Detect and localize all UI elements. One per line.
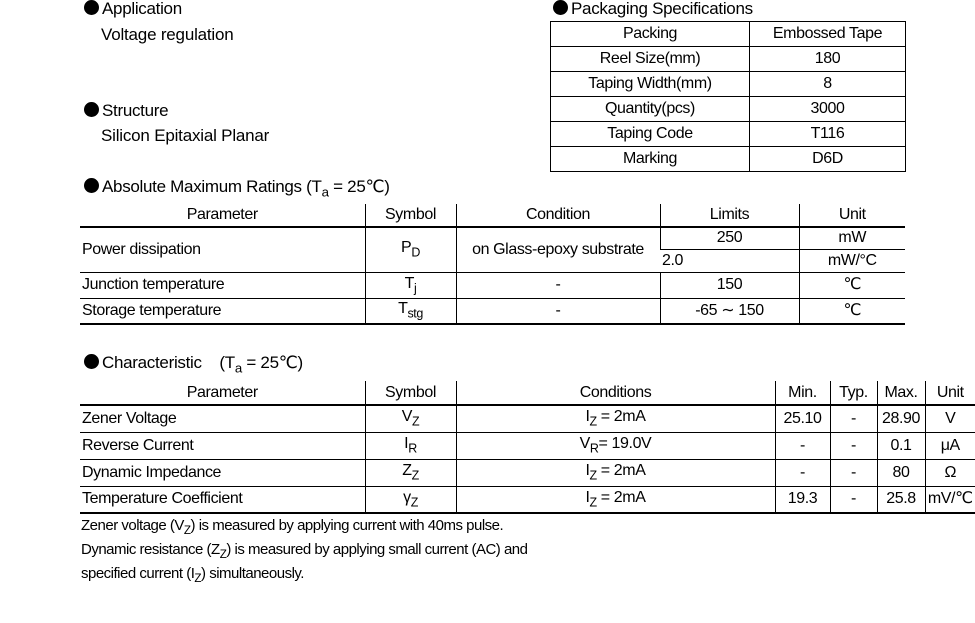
symbol-zener-voltage: $V_Z$ bbox=[365, 405, 456, 432]
note-dynamic-resistance: Dynamic resistance $(Z_Z)$ is measured by applying small current (AC) and bbox=[81, 541, 528, 562]
symbol-power: $P_D$ bbox=[365, 227, 456, 272]
header-unit: Unit bbox=[799, 204, 905, 227]
symbol-junction: $T_j$ bbox=[365, 272, 456, 298]
note-zener-voltage: Zener voltage $(V_Z)$ is measured by applying current with 40ms pulse. bbox=[81, 517, 504, 538]
limit-power-derating: 2.0 bbox=[660, 249, 799, 272]
header-symbol: Symbol bbox=[365, 204, 456, 227]
table-header-row bbox=[80, 381, 975, 405]
packaging-label: Packing bbox=[551, 22, 750, 47]
param-reverse-current: Reverse Current bbox=[80, 432, 365, 459]
packaging-label: Taping Code bbox=[551, 122, 750, 147]
characteristic-heading: Characteristic ($T_a$ = 25℃) bbox=[84, 353, 303, 376]
min-reverse-current: - bbox=[775, 432, 830, 459]
packaging-value: T116 bbox=[750, 122, 906, 147]
condition-junction: - bbox=[456, 272, 660, 298]
packaging-table bbox=[550, 21, 906, 172]
unit-reverse-current: μA bbox=[925, 432, 975, 459]
typ-reverse-current: - bbox=[830, 432, 877, 459]
conditions-zener-voltage: $I_Z = 2mA$ bbox=[456, 405, 775, 432]
header-max: Max. bbox=[877, 381, 925, 405]
table-row bbox=[80, 298, 905, 324]
unit-temp-coefficient: mV/℃ bbox=[925, 486, 975, 513]
header-symbol: Symbol bbox=[365, 381, 456, 405]
unit-power-derating: mW/°C bbox=[799, 249, 905, 272]
max-temp-coefficient: 25.8 bbox=[877, 486, 925, 513]
symbol-storage: $T_{stg}$ bbox=[365, 298, 456, 324]
typ-temp-coefficient: - bbox=[830, 486, 877, 513]
ratings-heading: Absolute Maximum Ratings ($T_a$ = 25℃) bbox=[84, 177, 390, 200]
table-row bbox=[551, 47, 906, 72]
packaging-value: 180 bbox=[750, 47, 906, 72]
packaging-value: 8 bbox=[750, 72, 906, 97]
unit-power: mW bbox=[799, 227, 905, 249]
characteristic-condition: ($T_a$ = 25℃) bbox=[219, 353, 303, 376]
packaging-value: 3000 bbox=[750, 97, 906, 122]
structure-text: Silicon Epitaxial Planar bbox=[101, 126, 270, 145]
application-heading: Application bbox=[84, 0, 182, 19]
param-temp-coefficient: Temperature Coefficient bbox=[80, 486, 365, 513]
param-storage: Storage temperature bbox=[80, 298, 365, 324]
packaging-value: D6D bbox=[750, 147, 906, 172]
structure-heading: Structure bbox=[84, 101, 168, 121]
param-dynamic-impedance: Dynamic Impedance bbox=[80, 459, 365, 486]
conditions-reverse-current: $V_R= 19.0V$ bbox=[456, 432, 775, 459]
table-row bbox=[80, 227, 905, 249]
condition-power: on Glass-epoxy substrate bbox=[456, 227, 660, 272]
param-zener-voltage: Zener Voltage bbox=[80, 405, 365, 432]
max-dynamic-impedance: 80 bbox=[877, 459, 925, 486]
header-parameter: Parameter bbox=[80, 381, 365, 405]
unit-storage: ℃ bbox=[799, 298, 905, 324]
table-row bbox=[80, 486, 975, 513]
note-simultaneous: specified current $(I_Z)$ simultaneously. bbox=[81, 565, 304, 586]
table-row bbox=[551, 147, 906, 172]
param-junction: Junction temperature bbox=[80, 272, 365, 298]
max-reverse-current: 0.1 bbox=[877, 432, 925, 459]
typ-zener-voltage: - bbox=[830, 405, 877, 432]
bullet-icon bbox=[84, 0, 99, 15]
typ-dynamic-impedance: - bbox=[830, 459, 877, 486]
ratings-table bbox=[80, 204, 905, 325]
application-text: Voltage regulation bbox=[101, 25, 234, 44]
min-temp-coefficient: 19.3 bbox=[775, 486, 830, 513]
header-limits: Limits bbox=[660, 204, 799, 227]
table-row bbox=[80, 272, 905, 298]
min-zener-voltage: 25.10 bbox=[775, 405, 830, 432]
table-header-row bbox=[80, 204, 905, 227]
header-condition: Condition bbox=[456, 204, 660, 227]
bullet-icon bbox=[84, 354, 99, 369]
limit-junction: 150 bbox=[660, 272, 799, 298]
symbol-dynamic-impedance: $Z_Z$ bbox=[365, 459, 456, 486]
table-row bbox=[80, 459, 975, 486]
packaging-heading: Packaging Specifications bbox=[553, 0, 753, 19]
characteristic-table bbox=[80, 381, 975, 514]
symbol-temp-coefficient: $\gamma_Z$ bbox=[365, 486, 456, 513]
table-row bbox=[80, 405, 975, 432]
packaging-label: Quantity(pcs) bbox=[551, 97, 750, 122]
header-unit: Unit bbox=[925, 381, 975, 405]
max-zener-voltage: 28.90 bbox=[877, 405, 925, 432]
packaging-value: Embossed Tape bbox=[750, 22, 906, 47]
header-min: Min. bbox=[775, 381, 830, 405]
unit-junction: ℃ bbox=[799, 272, 905, 298]
table-row bbox=[551, 122, 906, 147]
symbol-reverse-current: $I_R$ bbox=[365, 432, 456, 459]
packaging-label: Marking bbox=[551, 147, 750, 172]
header-typ: Typ. bbox=[830, 381, 877, 405]
min-dynamic-impedance: - bbox=[775, 459, 830, 486]
limit-power: 250 bbox=[660, 227, 799, 249]
conditions-temp-coefficient: $I_Z = 2mA$ bbox=[456, 486, 775, 513]
unit-zener-voltage: V bbox=[925, 405, 975, 432]
table-row bbox=[551, 97, 906, 122]
table-row bbox=[80, 432, 975, 459]
bullet-icon bbox=[84, 178, 99, 193]
param-power: Power dissipation bbox=[80, 227, 365, 272]
unit-dynamic-impedance: Ω bbox=[925, 459, 975, 486]
header-conditions: Conditions bbox=[456, 381, 775, 405]
table-row bbox=[551, 22, 906, 47]
condition-storage: - bbox=[456, 298, 660, 324]
packaging-label: Reel Size(mm) bbox=[551, 47, 750, 72]
ratings-condition: ($T_a$ = 25℃) bbox=[306, 177, 390, 200]
bullet-icon bbox=[84, 102, 99, 117]
header-parameter: Parameter bbox=[80, 204, 365, 227]
table-row bbox=[551, 72, 906, 97]
packaging-label: Taping Width(mm) bbox=[551, 72, 750, 97]
bullet-icon bbox=[553, 0, 568, 15]
limit-storage: -65 ∼ 150 bbox=[660, 298, 799, 324]
conditions-dynamic-impedance: $I_Z = 2mA$ bbox=[456, 459, 775, 486]
